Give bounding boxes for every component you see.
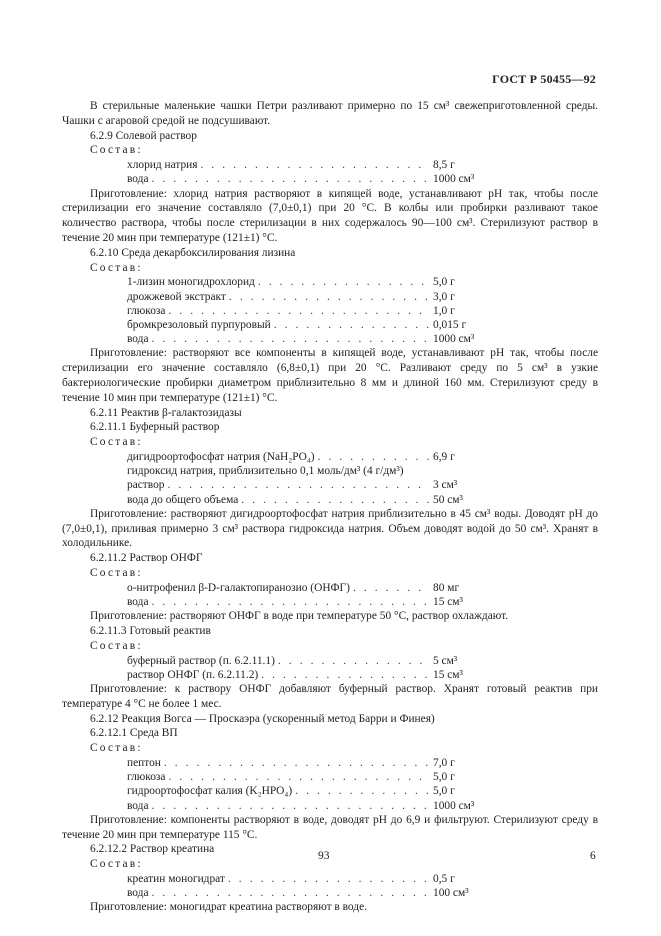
leader-dots [255,275,429,289]
ingredient-name: вода до общего объема [127,493,239,506]
ingredient-name: вода [127,799,149,812]
ingredient-list [62,872,598,900]
ingredient-list [62,654,598,682]
ingredient-name: глюкоза [127,771,166,784]
ingredient-amount: 5,0 г [433,785,455,798]
leader-dots [166,304,430,318]
ingredient-name: дрожжевой экстракт [127,290,226,303]
ingredient-amount: 7,0 г [433,756,455,769]
composition-label: Состав: [90,436,143,449]
leader-dots [271,318,429,332]
ingredient-row [62,450,598,464]
section-heading: 6.2.10 Среда декарбоксилирования лизина [90,246,296,259]
ingredient-amount: 50 см³ [433,493,463,506]
sheet-number: 6 [590,850,596,862]
leader-dots [149,332,429,346]
paragraph: Приготовление: хлорид натрия растворяют в кипящей воде, устанавливают pH так, чтобы после стерилизации его значение составляло (7,0±0,1) при 20 °С. В колбы или пробирки разливают такое количество раствора, чтобы после стерилизации в них содержалось 90—100 см³. Стерилизуют раствор в течение 20 мин при температуре (121±1) °С. [62,187,598,244]
ingredient-amount: 3 см³ [433,479,458,492]
ingredient-row [62,784,598,798]
section-heading: 6.2.12.1 Среда ВП [90,727,178,740]
section-heading: 6.2.11.1 Буферный раствор [90,421,220,434]
ingredient-name: 1-лизин моногидрохлорид [127,276,255,289]
leader-dots [164,478,429,492]
ingredient-amount: 5 см³ [433,654,458,667]
ingredient-name: о-нитрофенил β-D-галактопиранозио (ОНФГ) [127,581,350,594]
ingredient-row [62,478,598,492]
composition-label: Состав: [90,144,143,157]
leader-dots [149,595,429,609]
ingredient-row [62,318,598,332]
composition-label: Состав: [90,261,143,274]
section-heading: 6.2.12.2 Раствор креатина [90,843,215,856]
ingredient-amount: 1,0 г [433,304,455,317]
ingredient-row [62,799,598,813]
leader-dots [226,290,429,304]
page-number: 93 [318,850,330,862]
section-heading: 6.2.11.2 Раствор ОНФГ [90,552,203,565]
ingredient-row [62,756,598,770]
ingredient-name: вода [127,173,149,186]
ingredient-name: вода [127,333,149,346]
ingredient-row [62,668,598,682]
composition-label: Состав: [90,639,143,652]
ingredient-row [62,581,598,595]
ingredient-name: пептон [127,756,161,769]
ingredient-amount: 1000 см³ [433,799,475,812]
ingredient-name: хлорид натрия [127,159,198,172]
ingredient-amount: 5,0 г [433,771,455,784]
ingredient-name: вода [127,887,149,900]
ingredient-row [62,493,598,507]
ingredient-row [62,304,598,318]
ingredient-name: раствор ОНФГ (п. 6.2.11.2) [127,668,259,681]
ingredient-row [62,158,598,172]
ingredient-amount: 0,015 г [433,318,467,331]
ingredient-list [62,450,598,507]
ingredient-name: бромкрезоловый пурпуровый [127,318,271,331]
leader-dots [149,799,429,813]
ingredient-amount: 1000 см³ [433,173,475,186]
leader-dots [198,158,429,172]
ingredient-amount: 15 см³ [433,668,463,681]
leader-dots [149,172,429,186]
leader-dots [275,654,429,668]
section-heading: 6.2.12 Реакция Вогса — Проскаэра (ускоренный метод Барри и Финея) [90,712,435,725]
paragraph: Приготовление: моногидрат креатина растворяют в воде. [90,901,367,914]
ingredient-amount: 6,9 г [433,450,455,463]
ingredient-amount: 8,5 г [433,159,455,172]
ingredient-row [62,770,598,784]
ingredient-amount: 5,0 г [433,276,455,289]
ingredient-row [62,595,598,609]
leader-dots [161,756,429,770]
paragraph: Приготовление: растворяют все компоненты в кипящей воде, устанавливают pH так, чтобы после стерилизации его значение составляло (6,8±0,1) при 20 °С. Разливают среду по 5 см³ в узкие бактериологические пробирки диаметром приблизительно 8 мм и длиной 160 мм. Стерилизуют среду в течение 10 мин при температуре (121±1) °С. [62,347,598,404]
leader-dots [315,450,429,464]
leader-dots [166,770,430,784]
ingredient-row [62,654,598,668]
ingredient-row [62,290,598,304]
ingredient-amount: 15 см³ [433,595,463,608]
ingredient-list [62,581,598,609]
ingredient-row [62,332,598,346]
composition-label: Состав: [90,858,143,871]
section-heading: 6.2.9 Солевой раствор [90,129,197,142]
ingredient-name: гидроксид натрия, приблизительно 0,1 моль/дм³ (4 г/дм³) [127,465,404,478]
paragraph: Приготовление: растворяют ОНФГ в воде при температуре 50 °С, раствор охлаждают. [90,610,509,623]
ingredient-name: дигидроортофосфат натрия (NaH₂PO₄) [127,450,315,463]
composition-label: Состав: [90,566,143,579]
ingredient-row [62,872,598,886]
ingredient-name: буферный раствор (п. 6.2.11.1) [127,654,275,667]
leader-dots [292,784,429,798]
leader-dots [258,668,429,682]
ingredient-row [62,464,598,478]
leader-dots [149,886,429,900]
ingredient-row [62,172,598,186]
paragraph: Приготовление: к раствору ОНФГ добавляют буферный раствор. Хранят готовый реактив при температуре 4 °С не более 1 мес. [62,682,598,710]
ingredient-amount: 80 мг [433,581,460,594]
ingredient-amount: 100 см³ [433,887,469,900]
ingredient-name: вода [127,595,149,608]
ingredient-list [62,756,598,813]
leader-dots [238,493,429,507]
ingredient-amount: 3,0 г [433,290,455,303]
section-heading: 6.2.11 Реактив β-галактозидазы [90,406,242,419]
ingredient-name: раствор [127,479,165,492]
ingredient-row [62,886,598,900]
ingredient-amount: 0,5 г [433,872,455,885]
ingredient-list [62,275,598,346]
document-body [62,99,598,915]
paragraph: Приготовление: растворяют дигидроортофосфат натрия приблизительно в 45 см³ воды. Доводят pH до (7,0±0,1), приливая примерно 3 см³ раствора гидроксида натрия. Объем доводят водой до 50 см³. Хранят в холодильнике. [62,507,598,550]
paragraph: Приготовление: компоненты растворяют в воде, доводят pH до 6,9 и фильтруют. Стерилизуют среду в течение 20 мин при температуре 115 °С. [62,813,598,841]
ingredient-amount: 1000 см³ [433,333,475,346]
ingredient-row [62,275,598,289]
standard-header: ГОСТ Р 50455—92 [492,72,596,86]
ingredient-name: креатин моногидрат [127,872,225,885]
ingredient-list [62,158,598,186]
leader-dots [225,872,429,886]
composition-label: Состав: [90,742,143,755]
ingredient-name: глюкоза [127,304,166,317]
paragraph: В стерильные маленькие чашки Петри разливают примерно по 15 см³ свежеприготовленной среды. Чашки с агаровой средой не подсушивают. [62,100,598,127]
section-heading: 6.2.11.3 Готовый реактив [90,624,211,637]
leader-dots [350,581,429,595]
ingredient-name: гидроортофосфат калия (K₂HPO₄) [127,785,293,798]
